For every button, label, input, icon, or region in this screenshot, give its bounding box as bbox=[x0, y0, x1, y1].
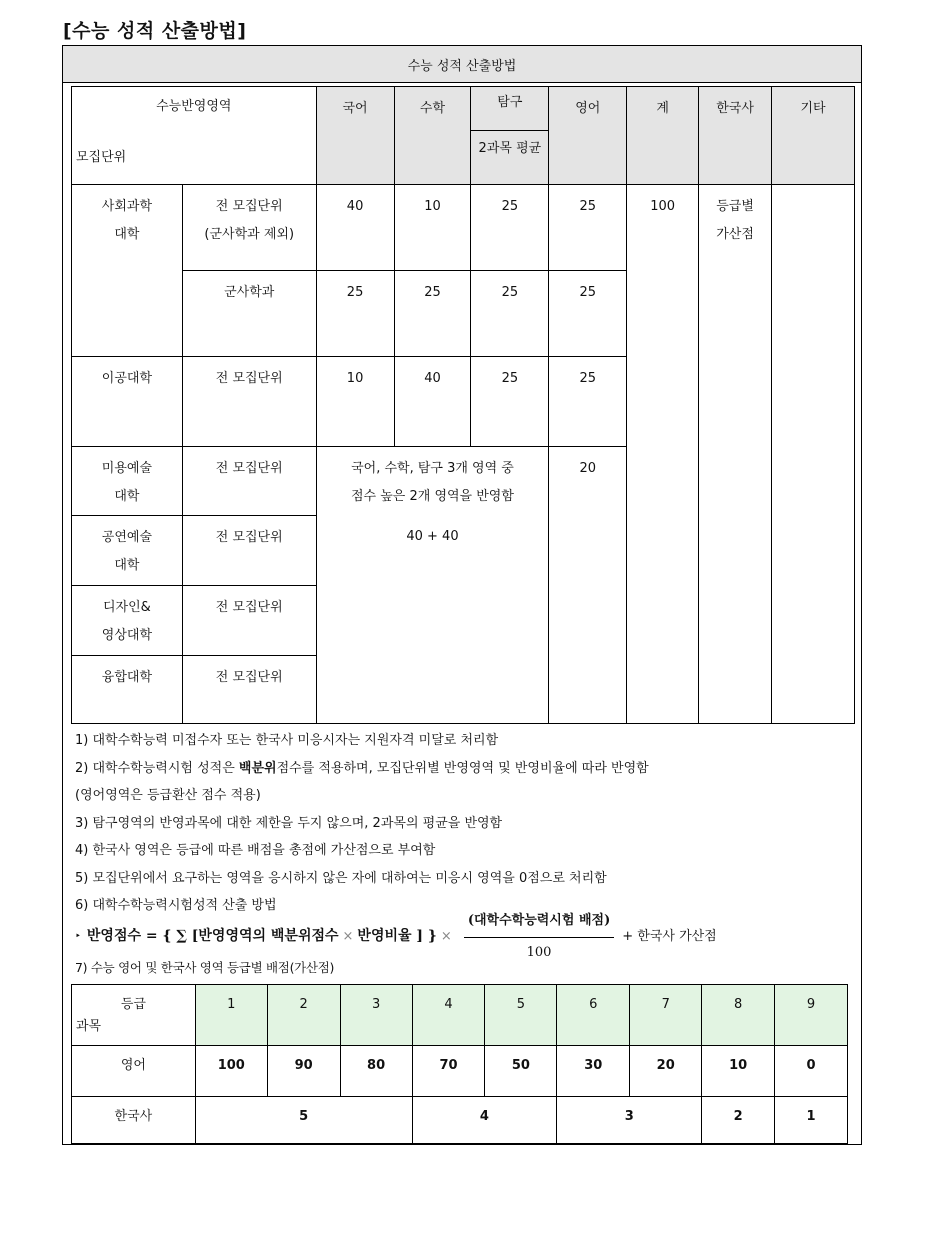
korean-value: 25 bbox=[316, 271, 394, 357]
math-value: 40 bbox=[394, 357, 471, 447]
english-score: 10 bbox=[702, 1046, 775, 1097]
header-corner-cell bbox=[72, 87, 317, 185]
grade-header: 5 bbox=[485, 985, 557, 1046]
grade-header: 8 bbox=[702, 985, 775, 1046]
grade-corner-cell bbox=[72, 985, 196, 1046]
note-6: 6) 대학수학능력시험성적 산출 방법 bbox=[75, 898, 277, 913]
header-korean: 국어 bbox=[316, 87, 394, 185]
grade-score-table bbox=[71, 984, 848, 1144]
unit-cell: 군사학과 bbox=[182, 271, 316, 357]
note-4: 4) 한국사 영역은 등급에 따른 배점을 총점에 가산점으로 부여함 bbox=[75, 843, 436, 858]
score-ratio-table bbox=[71, 86, 855, 724]
english-score: 70 bbox=[412, 1046, 485, 1097]
unit-cell: 전 모집단위 bbox=[182, 447, 316, 516]
english-value: 20 bbox=[549, 447, 627, 724]
english-score: 80 bbox=[340, 1046, 412, 1097]
inquiry-value: 25 bbox=[471, 271, 549, 357]
english-score: 20 bbox=[630, 1046, 702, 1097]
english-score: 30 bbox=[557, 1046, 630, 1097]
history-score: 4 bbox=[412, 1097, 557, 1144]
english-row bbox=[72, 1046, 848, 1097]
grade-header: 4 bbox=[412, 985, 485, 1046]
formula-lhs: 반영점수 = { ∑ [반영영역의 백분위점수 bbox=[86, 927, 339, 944]
math-value: 10 bbox=[394, 185, 471, 271]
english-score: 50 bbox=[485, 1046, 557, 1097]
inquiry-value: 25 bbox=[471, 357, 549, 447]
college-cell: 미용예술 대학 bbox=[72, 447, 183, 516]
score-formula bbox=[75, 913, 717, 960]
subject-label: 과목 bbox=[76, 1019, 102, 1034]
note-5: 5) 모집단위에서 요구하는 영역을 응시하지 않은 자에 대하여는 미응시 영역을 0점으로 처리함 bbox=[75, 870, 607, 886]
document-title: [수능 성적 산출방법] bbox=[63, 20, 247, 42]
unit-cell: 전 모집단위 bbox=[182, 516, 316, 586]
times-icon: × bbox=[440, 928, 452, 944]
english-score: 0 bbox=[775, 1046, 848, 1097]
grade-label: 등급 bbox=[120, 997, 146, 1012]
grade-header: 9 bbox=[775, 985, 848, 1046]
bullet-icon: ‣ bbox=[75, 930, 81, 942]
header-inquiry: 탐구 bbox=[471, 87, 549, 131]
other-value bbox=[772, 185, 855, 724]
english-score: 100 bbox=[195, 1046, 267, 1097]
college-cell: 공연예술 대학 bbox=[72, 516, 183, 586]
note-7: 7) 수능 영어 및 한국사 영역 등급별 배점(가산점) bbox=[75, 959, 335, 975]
grade-header: 2 bbox=[267, 985, 340, 1046]
section-header: 수능 성적 산출방법 bbox=[63, 46, 861, 83]
header-unit-label: 모집단위 bbox=[76, 150, 127, 165]
english-label: 영어 bbox=[72, 1046, 196, 1097]
score-method-frame bbox=[62, 45, 862, 1145]
header-inquiry-sub: 2과목 평균 bbox=[471, 131, 549, 185]
header-korean-history: 한국사 bbox=[699, 87, 772, 185]
header-total: 계 bbox=[627, 87, 699, 185]
grade-header: 3 bbox=[340, 985, 412, 1046]
history-score: 3 bbox=[557, 1097, 702, 1144]
college-cell: 융합대학 bbox=[72, 656, 183, 724]
math-value: 25 bbox=[394, 271, 471, 357]
history-score: 1 bbox=[775, 1097, 848, 1144]
history-score: 2 bbox=[702, 1097, 775, 1144]
english-value: 25 bbox=[549, 271, 627, 357]
grade-header: 7 bbox=[630, 985, 702, 1046]
history-row bbox=[72, 1097, 848, 1144]
arts-formula: 40 + 40 bbox=[406, 529, 459, 544]
grade-header: 1 bbox=[195, 985, 267, 1046]
unit-cell: 전 모집단위 bbox=[182, 656, 316, 724]
header-area-label: 수능반영영역 bbox=[156, 99, 232, 114]
header-english: 영어 bbox=[549, 87, 627, 185]
history-score: 5 bbox=[195, 1097, 412, 1144]
note-2: 2) 대학수학능력시험 성적은 백분위점수를 적용하며, 모집단위별 반영영역 및 반영비율에 따라 반영함 bbox=[75, 760, 649, 776]
unit-cell: 전 모집단위 bbox=[182, 357, 316, 447]
note-3: 3) 탐구영역의 반영과목에 대한 제한을 두지 않으며, 2과목의 평균을 반영함 bbox=[75, 815, 503, 831]
unit-cell: 전 모집단위 (군사학과 제외) bbox=[182, 185, 316, 271]
fraction-numerator: (대학수학능력시험 배점) bbox=[464, 907, 614, 938]
times-icon: × bbox=[342, 928, 354, 944]
unit-cell: 전 모집단위 bbox=[182, 586, 316, 656]
english-value: 25 bbox=[549, 185, 627, 271]
english-value: 25 bbox=[549, 357, 627, 447]
arts-merged-cell: 국어, 수학, 탐구 3개 영역 중 점수 높은 2개 영역을 반영함 40 + 40 bbox=[316, 447, 549, 724]
fraction-denominator: 100 bbox=[526, 944, 552, 960]
total-value: 100 bbox=[627, 185, 699, 724]
header-other: 기타 bbox=[772, 87, 855, 185]
korean-value: 40 bbox=[316, 185, 394, 271]
english-score: 90 bbox=[267, 1046, 340, 1097]
formula-fraction bbox=[464, 907, 614, 966]
note-2-sub: (영어영역은 등급환산 점수 적용) bbox=[75, 788, 261, 803]
college-cell: 사회과학 대학 bbox=[72, 185, 183, 357]
header-math: 수학 bbox=[394, 87, 471, 185]
inquiry-value: 25 bbox=[471, 185, 549, 271]
notes-list bbox=[75, 727, 717, 981]
grade-header: 6 bbox=[557, 985, 630, 1046]
history-label: 한국사 bbox=[72, 1097, 196, 1144]
formula-suffix: + 한국사 가산점 bbox=[622, 928, 717, 944]
formula-ratio: 반영비율 ] } bbox=[357, 927, 437, 944]
college-cell: 이공대학 bbox=[72, 357, 183, 447]
note-1: 1) 대학수학능력 미접수자 또는 한국사 미응시자는 지원자격 미달로 처리함 bbox=[75, 733, 499, 748]
table-row bbox=[72, 185, 855, 271]
korean-value: 10 bbox=[316, 357, 394, 447]
college-cell: 디자인& 영상대학 bbox=[72, 586, 183, 656]
history-value: 등급별 가산점 bbox=[699, 185, 772, 724]
